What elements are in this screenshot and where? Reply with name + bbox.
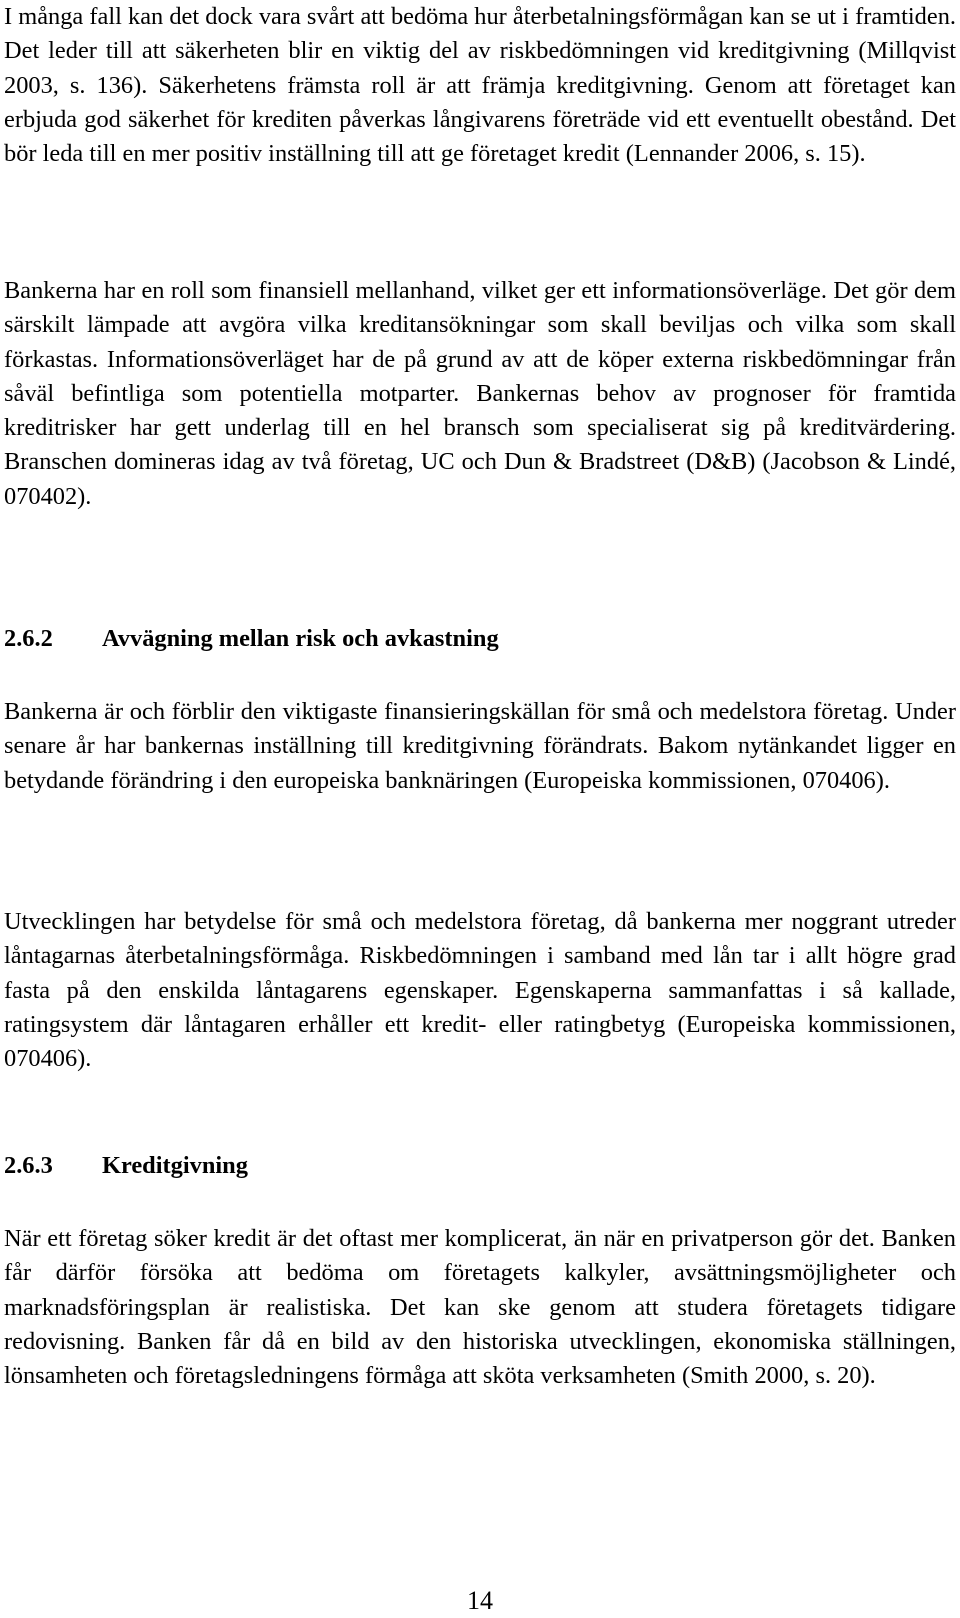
section-number: 2.6.2: [4, 625, 53, 652]
section-heading: [4, 1149, 956, 1183]
paragraph: I många fall kan det dock vara svårt att bedöma hur återbetalningsförmågan kan se ut i framtiden. Det leder till att säkerheten blir en viktig del av riskbedömningen vid kreditgivning (Millqvist 2003, s. 136). Säkerhetens främsta roll är att främja kreditgivning. Genom att företaget kan erbjuda god säkerhet för krediten påverkas långivarens företräde vid ett eventuellt obestånd. Det bör leda till en mer positiv inställning till att ge företaget kredit (Lennander 2006, s. 15).: [4, 3, 956, 168]
page-number: 14: [467, 1586, 493, 1615]
section-title: Kreditgivning: [102, 1152, 248, 1179]
section-number: 2.6.3: [4, 1152, 53, 1179]
paragraph: Utvecklingen har betydelse för små och medelstora företag, då bankerna mer noggrant utreder låntagarnas återbetalningsförmåga. Riskbedömningen i samband med lån tar i allt högre grad fasta på den enskilda låntagarens egenskaper. Egenskaperna sammanfattas i så kallade, ratingsystem där låntagaren erhåller ett kredit- eller ratingbetyg (Europeiska kommissionen, 070406).: [4, 908, 956, 1073]
paragraph: Bankerna är och förblir den viktigaste finansieringskällan för små och medelstora företag. Under senare år har bankernas inställning till kreditgivning förändrats. Bakom nytänkandet ligger en betydande förändring i den europeiska banknäringen (Europeiska kommissionen, 070406).: [4, 698, 956, 794]
paragraph: Bankerna har en roll som finansiell mellanhand, vilket ger ett informationsöverläge. Det gör dem särskilt lämpade att avgöra vilka kreditansökningar som skall beviljas och vilka som skall förkastas. Informationsöverläget har de på grund av att de köper externa riskbedömningar från såväl befintliga som potentiella motparter. Bankernas behov av prognoser för framtida kreditrisker har gett underlag till en hel bransch som specialiserat sig på kreditvärdering. Branschen domineras idag av två företag, UC och Dun & Bradstreet (D&B) (Jacobson & Lindé, 070402).: [4, 277, 956, 510]
section-title: Avvägning mellan risk och avkastning: [102, 625, 499, 652]
section-heading: [4, 622, 956, 656]
paragraph: När ett företag söker kredit är det oftast mer komplicerat, än när en privatperson gör det. Banken får därför försöka att bedöma om företagets kalkyler, avsättningsmöjligheter och marknadsföringsplan är realistiska. Det kan ske genom att studera företagets tidigare redovisning. Banken får då en bild av den historiska utvecklingen, ekonomiska ställningen, lönsamheten och företagsledningens förmåga att sköta verksamheten (Smith 2000, s. 20).: [4, 1225, 956, 1390]
